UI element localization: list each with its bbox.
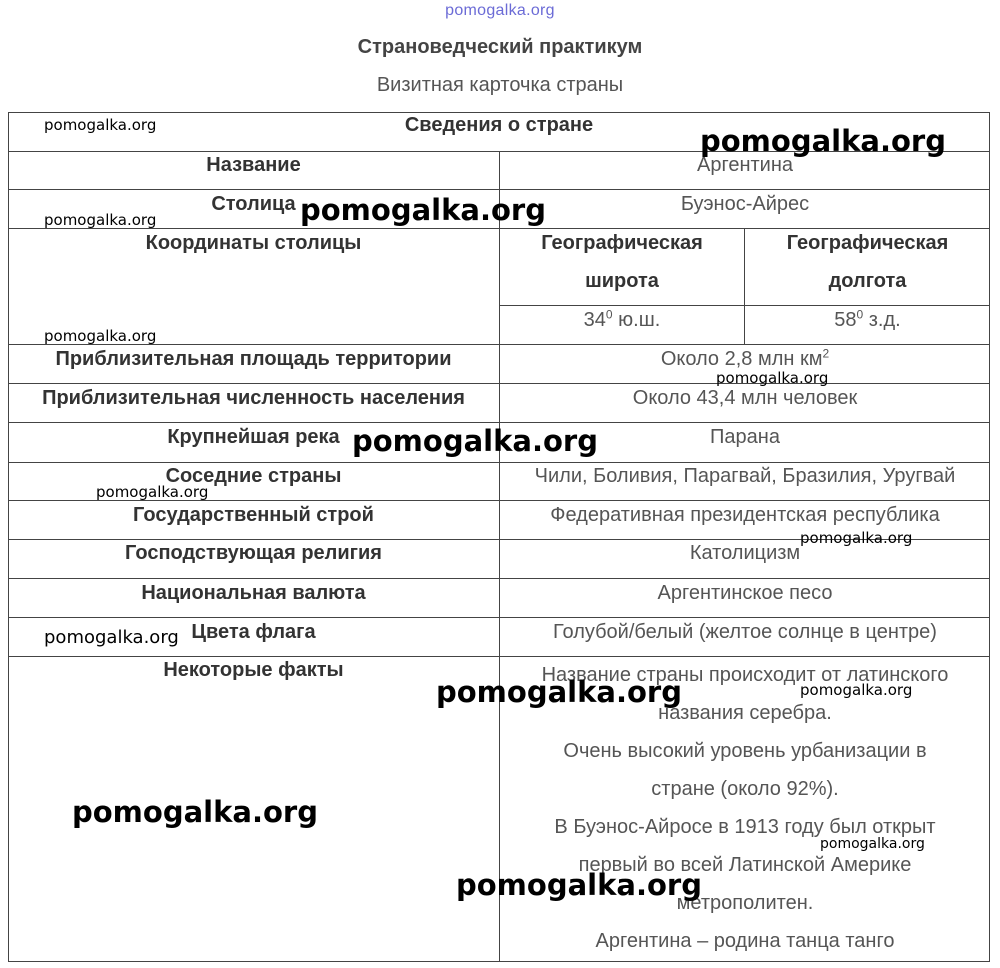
- value-government: Федеративная президентская республика: [550, 504, 940, 526]
- watermark: pomogalka.org: [44, 327, 157, 345]
- watermark: pomogalka.org: [300, 193, 546, 227]
- watermark: pomogalka.org: [72, 795, 318, 829]
- label-neighbors: Соседние страны: [165, 465, 342, 487]
- fact-line: Очень высокий уровень урбанизации в: [563, 740, 927, 762]
- fact-line: метрополитен.: [676, 892, 814, 914]
- longitude-header-line2: долгота: [828, 270, 907, 292]
- label-religion: Господствующая религия: [125, 542, 382, 564]
- value-latitude: $34^0$ ю.ш.: [583, 307, 661, 331]
- value-religion: Католицизм: [689, 542, 801, 564]
- latitude-header-line2: широта: [585, 270, 659, 292]
- value-capital: Буэнос-Айрес: [680, 193, 810, 215]
- label-population: Приблизительная численность населения: [42, 387, 465, 409]
- watermark: pomogalka.org: [44, 211, 157, 229]
- value-longitude: $58^0$ з.д.: [834, 307, 901, 331]
- watermark: pomogalka.org: [800, 529, 913, 547]
- value-currency: Аргентинское песо: [657, 582, 833, 604]
- latitude-header-line1: Географическая: [541, 232, 703, 254]
- table-header: Сведения о стране: [404, 114, 594, 136]
- fact-line: первый во всей Латинской Америке: [578, 854, 912, 876]
- fact-line: В Буэнос-Айросе в 1913 году был открыт: [554, 816, 936, 838]
- watermark: pomogalka.org: [456, 868, 702, 902]
- value-population: Около 43,4 млн человек: [632, 387, 858, 409]
- top-watermark: pomogalka.org: [445, 2, 555, 19]
- value-flag: Голубой/белый (желтое солнце в центре): [553, 621, 937, 643]
- label-name: Название: [206, 154, 301, 176]
- fact-line: Название страны происходит от латинского: [541, 664, 949, 686]
- value-neighbors: Чили, Боливия, Парагвай, Бразилия, Уругвай: [534, 465, 956, 487]
- label-currency: Национальная валюта: [141, 582, 366, 604]
- label-facts: Некоторые факты: [163, 659, 344, 681]
- watermark: pomogalka.org: [44, 627, 179, 648]
- label-capital: Столица: [211, 193, 296, 215]
- label-flag: Цвета флага: [191, 621, 316, 643]
- page-title: Страноведческий практикум: [357, 36, 643, 58]
- watermark: pomogalka.org: [44, 116, 157, 134]
- value-name: Аргентина: [697, 154, 793, 176]
- longitude-header-line1: Географическая: [786, 232, 949, 254]
- label-river: Крупнейшая река: [167, 426, 340, 448]
- watermark: pomogalka.org: [436, 675, 682, 709]
- watermark: pomogalka.org: [800, 681, 913, 699]
- page-subtitle: Визитная карточка страны: [376, 74, 624, 96]
- watermark: pomogalka.org: [700, 124, 946, 158]
- label-government: Государственный строй: [133, 504, 374, 526]
- value-area: Около 2,8 млн $км^2$: [660, 346, 830, 370]
- fact-line: стране (около 92%).: [651, 778, 839, 800]
- watermark: pomogalka.org: [352, 424, 598, 458]
- label-coordinates: Координаты столицы: [145, 232, 362, 254]
- watermark: pomogalka.org: [716, 369, 829, 387]
- fact-line: названия серебра.: [658, 702, 832, 724]
- fact-line: Аргентина – родина танца танго: [595, 930, 895, 952]
- watermark: pomogalka.org: [96, 483, 209, 501]
- watermark: pomogalka.org: [820, 836, 925, 852]
- value-river: Парана: [710, 426, 780, 448]
- label-area: Приблизительная площадь территории: [55, 348, 452, 370]
